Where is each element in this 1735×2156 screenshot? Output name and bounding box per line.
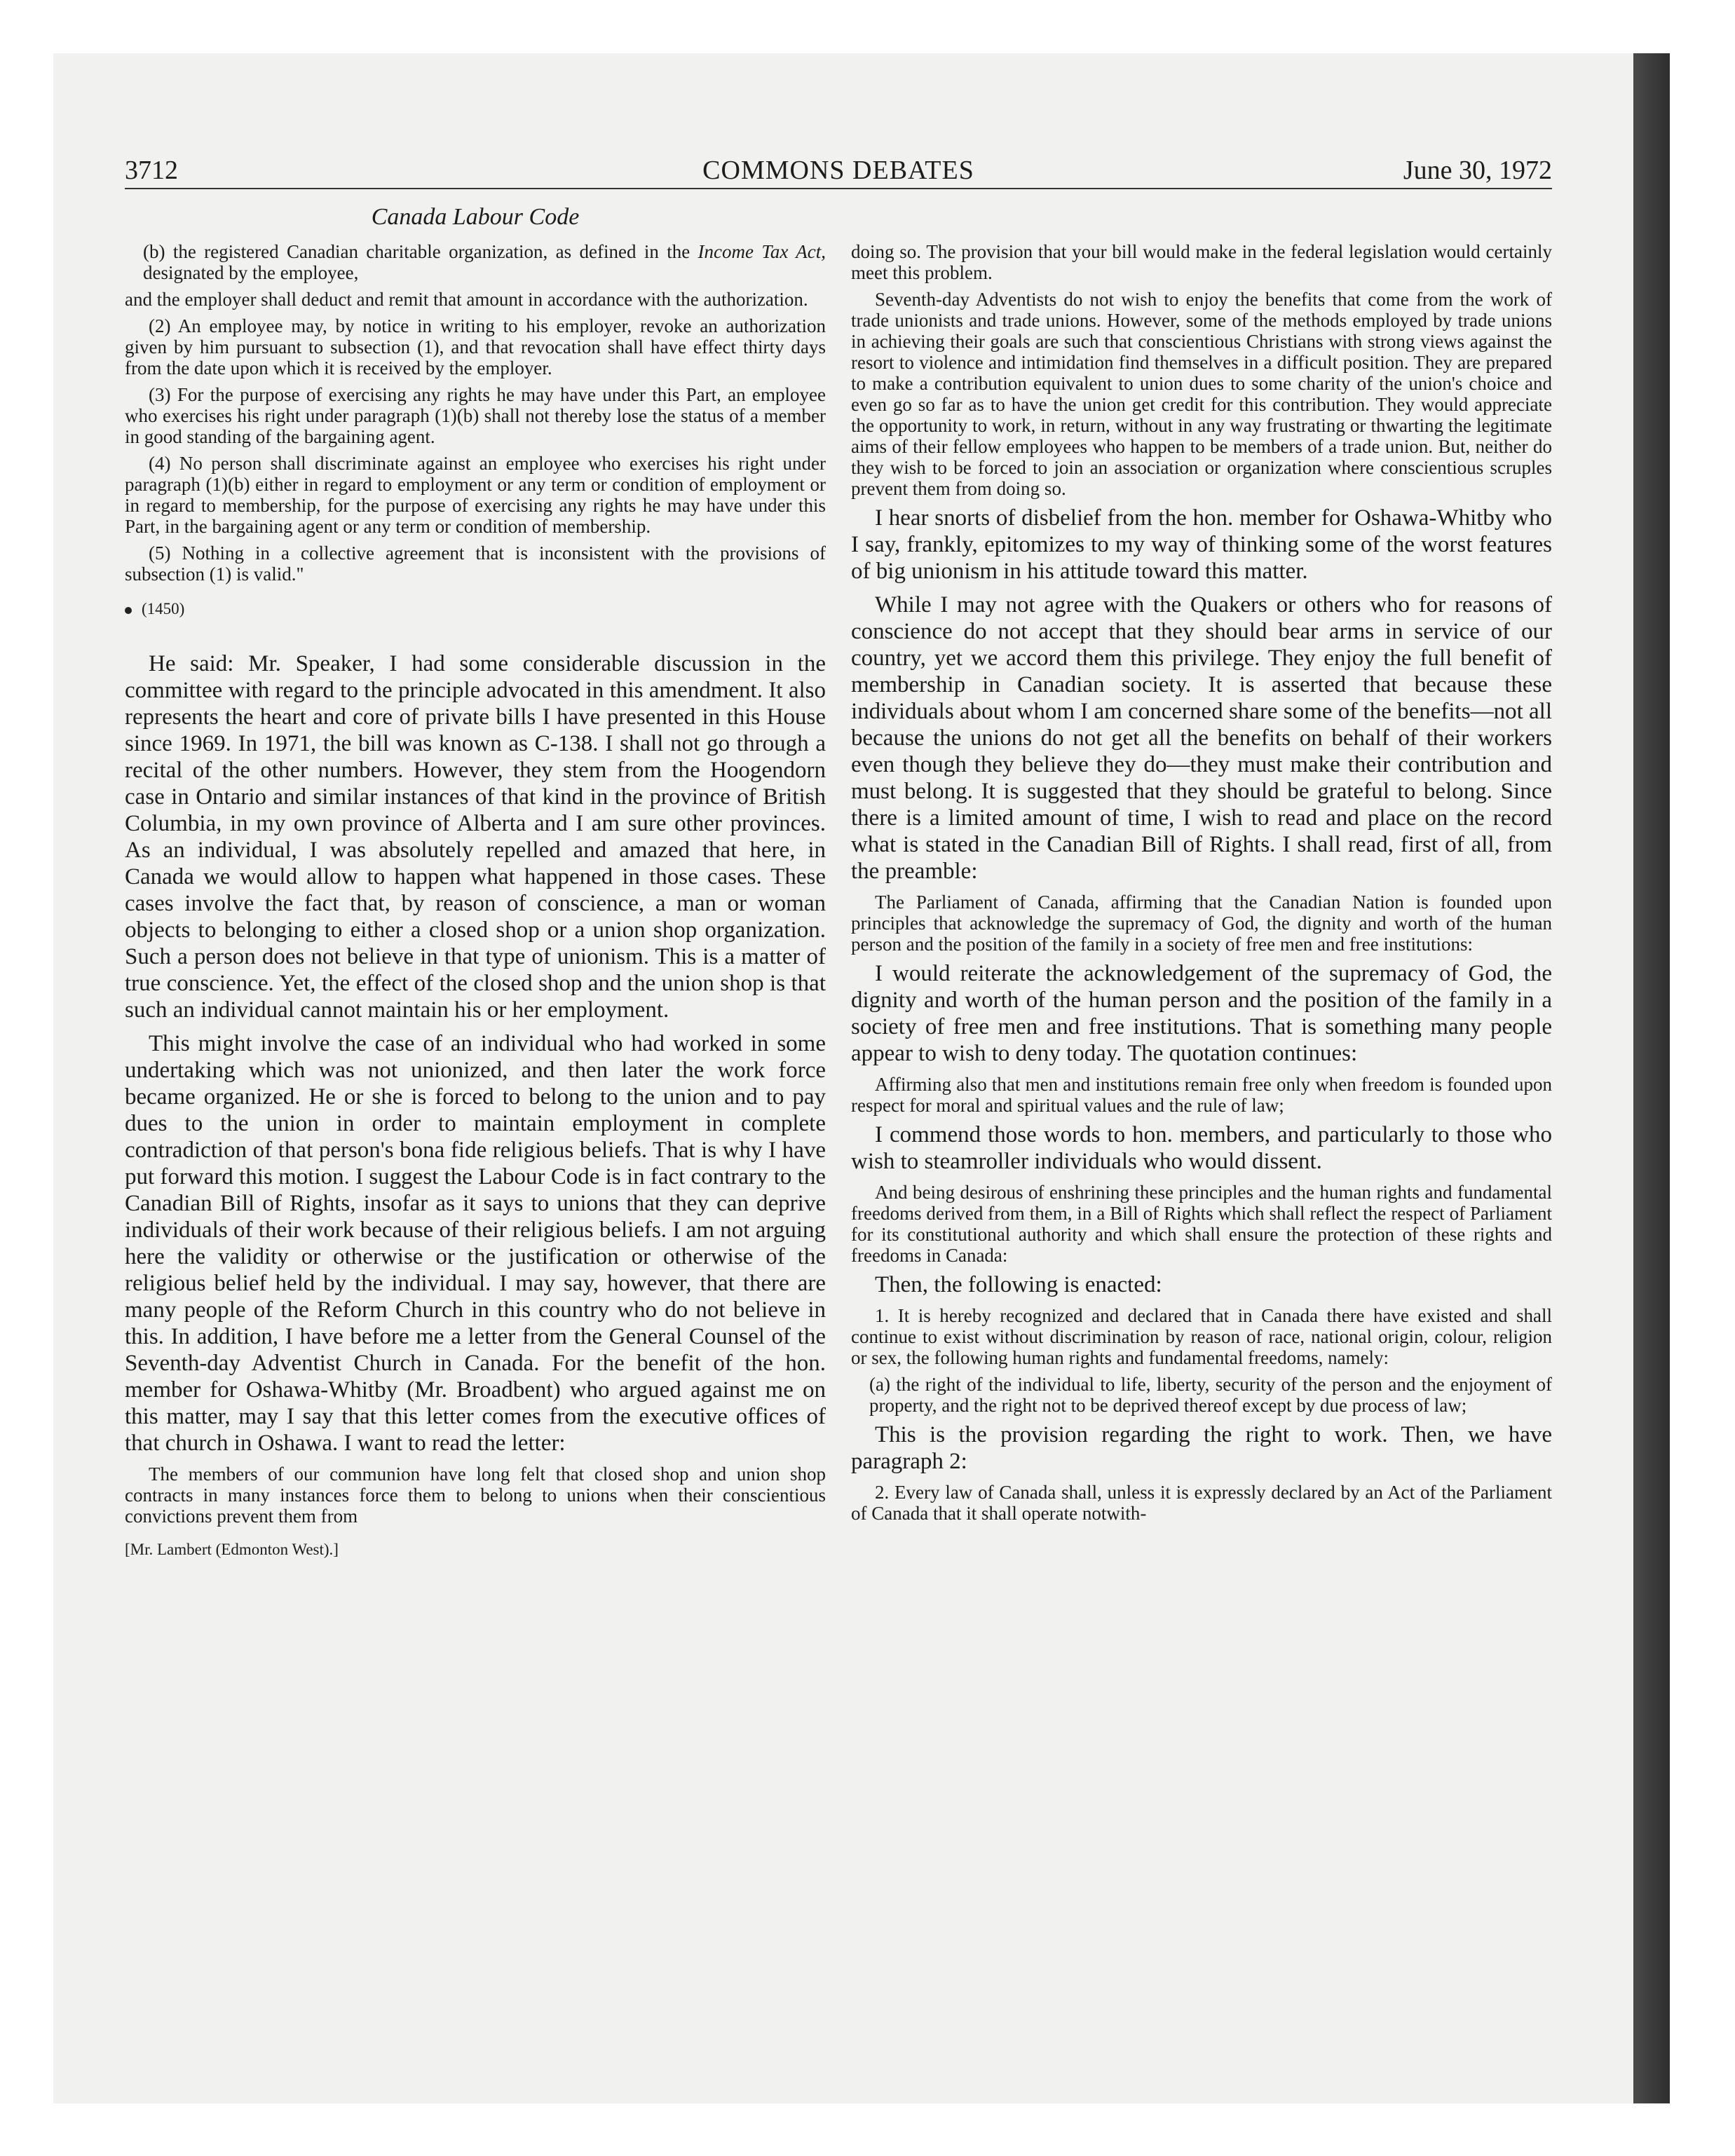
- quote-affirming: Affirming also that men and institutions remain free only when freedom is founded upon respect for moral and spiritual values and the rule of law;: [851, 1074, 1552, 1116]
- bullet-icon: [125, 607, 132, 614]
- publication-title: COMMONS DEBATES: [702, 156, 974, 185]
- speech-paragraph: This might involve the case of an individual who had worked in some undertaking which was not unionized, and then later the work force became organized. He or she is forced to belong to the union and to pay dues to the union in order to maintain employment in complete contradiction of that person's bona fide religious beliefs. That is why I have put forward this motion. I suggest the Labour Code is in fact contrary to the Canadian Bill of Rights, insofar as it says to unions that they can deprive individuals of their work because of their religious beliefs. I am not arguing here the validity or otherwise or the justification or otherwise of the religious belief held by the individual. I may say, however, that there are many people of the Reform Church in this country who do not believe in this. In addition, I have before me a letter from the General Counsel of the Seventh-day Adventist Church in Canada. For the benefit of the hon. member for Oshawa-Whitby (Mr. Broadbent) who argued against me on this matter, may I say that this letter comes from the executive offices of that church in Oshawa. I want to read the letter:: [125, 1031, 826, 1456]
- quote-clause-and: and the employer shall deduct and remit that amount in accordance with the authorization.: [125, 289, 808, 310]
- quote-section-1a: (a) the right of the individual to life, liberty, security of the person and the enjoyment of property, and the right not to be deprived thereof except by due process of law;: [869, 1374, 1552, 1416]
- speech-paragraph: He said: Mr. Speaker, I had some considerable discussion in the committee with regard to the principle advocated in this amendment. It also represents the heart and core of private bills I have presented in this House since 1969. In 1971, the bill was known as C-138. I shall not go through a recital of the other numbers. However, they stem from the Hoogendorn case in Ontario and similar instances of that kind in the province of British Columbia, in my own province of Alberta and I am sure other provinces. As an individual, I was absolutely repelled and amazed that here, in Canada we would allow to happen what happened in those cases. These cases involve the fact that, by reason of conscience, a man or woman objects to belonging to either a closed shop or a union shop organization. Such a person does not believe in that type of unionism. This is a matter of true conscience. Yet, the effect of the closed shop and the union shop is that such an individual cannot maintain his or her employment.: [125, 651, 826, 1023]
- page-number: 3712: [125, 156, 178, 185]
- page-date: June 30, 1972: [1403, 156, 1552, 185]
- scan-edge-shadow: [1633, 53, 1670, 2103]
- speech-paragraph: While I may not agree with the Quakers or others who for reasons of conscience do not accept that they should bear arms in service of our country, yet we accord them this privilege. They enjoy the full benefit of membership in Canadian society. It is asserted that because these individuals about whom I am concerned share some of the benefits—not all because the unions do not get all the benefits on behalf of their workers even though they believe they do—they must make their contribution and must belong. It is suggested that they should be grateful to belong. Since there is a limited amount of time, I wish to read and place on the record what is stated in the Canadian Bill of Rights. I shall read, first of all, from the preamble:: [851, 592, 1552, 884]
- quote-subsection-3: (3) For the purpose of exercising any rights he may have under this Part, an employee who exercises his right under paragraph (1)(b) shall not thereby lose the status of a member in good standing of the bargaining agent.: [125, 384, 826, 447]
- quote-subsection-4: (4) No person shall discriminate against an employee who exercises his right under paragraph (1)(b) either in regard to employment or any term or condition of employment or in regard to membership, for the purpose of exercising any rights he may have under this Part, in the bargaining agent or any term or condition of membership.: [125, 453, 826, 537]
- quote-clause-b: (b) the registered Canadian charitable organization, as defined in the Income Tax Act, designated by the employee,: [143, 241, 826, 283]
- speaker-footer: [Mr. Lambert (Edmonton West).]: [125, 1541, 339, 1558]
- right-column: [851, 241, 1552, 1529]
- left-column: [125, 241, 826, 1560]
- speech-paragraph: I commend those words to hon. members, and particularly to those who wish to steamroller individuals who would dissent.: [851, 1122, 1552, 1174]
- quote-subsection-2: (2) An employee may, by notice in writing to his employer, revoke an authorization given by him pursuant to subsection (1), and that revocation shall have effect thirty days from the date upon which it is received by the employer.: [125, 315, 826, 378]
- speech-paragraph: This is the provision regarding the right to work. Then, we have paragraph 2:: [851, 1422, 1552, 1474]
- speech-paragraph: I hear snorts of disbelief from the hon. member for Oshawa-Whitby who I say, frankly, epitomizes to my way of thinking some of the worst features of big unionism in his attitude toward this matter.: [851, 505, 1552, 584]
- page-header: [125, 153, 1552, 189]
- quote-letter: The members of our communion have long felt that closed shop and union shop contracts in many instances force them to belong to unions when their conscientious convictions prevent them from: [125, 1464, 826, 1527]
- speech-paragraph: Then, the following is enacted:: [875, 1272, 1162, 1297]
- quote-desirous: And being desirous of enshrining these principles and the human rights and fundamental freedoms derived from them, in a Bill of Rights which shall reflect the respect of Parliament for its constitutional authority and which shall ensure the protection of these rights and freedoms in Canada:: [851, 1182, 1552, 1266]
- section-title: Canada Labour Code: [371, 204, 580, 230]
- time-marker: (1450): [125, 599, 826, 620]
- quote-section-1: 1. It is hereby recognized and declared that in Canada there have existed and shall continue to exist without discrimination by reason of race, national origin, colour, religion or sex, the following human rights and fundamental freedoms, namely:: [851, 1305, 1552, 1368]
- quote-preamble: The Parliament of Canada, affirming that the Canadian Nation is founded upon principles that acknowledge the supremacy of God, the dignity and worth of the human person and the position of the family in a society of free men and free institutions:: [851, 892, 1552, 955]
- quote-letter-sda: Seventh-day Adventists do not wish to enjoy the benefits that come from the work of trade unionists and trade unions. However, some of the methods employed by trade unions in achieving their goals are such that conscientious Christians with strong views against the resort to violence and intimidation find themselves in a difficult position. They are prepared to make a contribution equivalent to union dues to some charity of the union's choice and even go so far as to have the union get credit for this contribution. They would appreciate the opportunity to work, in return, without in any way frustrating or thwarting the legitimate aims of their fellow employees who happen to be members of a trade union. But, neither do they wish to be forced to join an association or organization where conscientious scruples prevent them from doing so.: [851, 289, 1552, 499]
- quote-subsection-5: (5) Nothing in a collective agreement that is inconsistent with the provisions of subsection (1) is valid.": [125, 543, 826, 585]
- quote-section-2: 2. Every law of Canada shall, unless it is expressly declared by an Act of the Parliament of Canada that it shall operate notwith-: [851, 1482, 1552, 1524]
- speech-paragraph: I would reiterate the acknowledgement of the supremacy of God, the dignity and worth of the human person and the position of the family in a society of free men and free institutions. That is something many people appear to wish to deny today. The quotation continues:: [851, 961, 1552, 1066]
- quote-letter-continued: doing so. The provision that your bill would make in the federal legislation would certainly meet this problem.: [851, 241, 1552, 283]
